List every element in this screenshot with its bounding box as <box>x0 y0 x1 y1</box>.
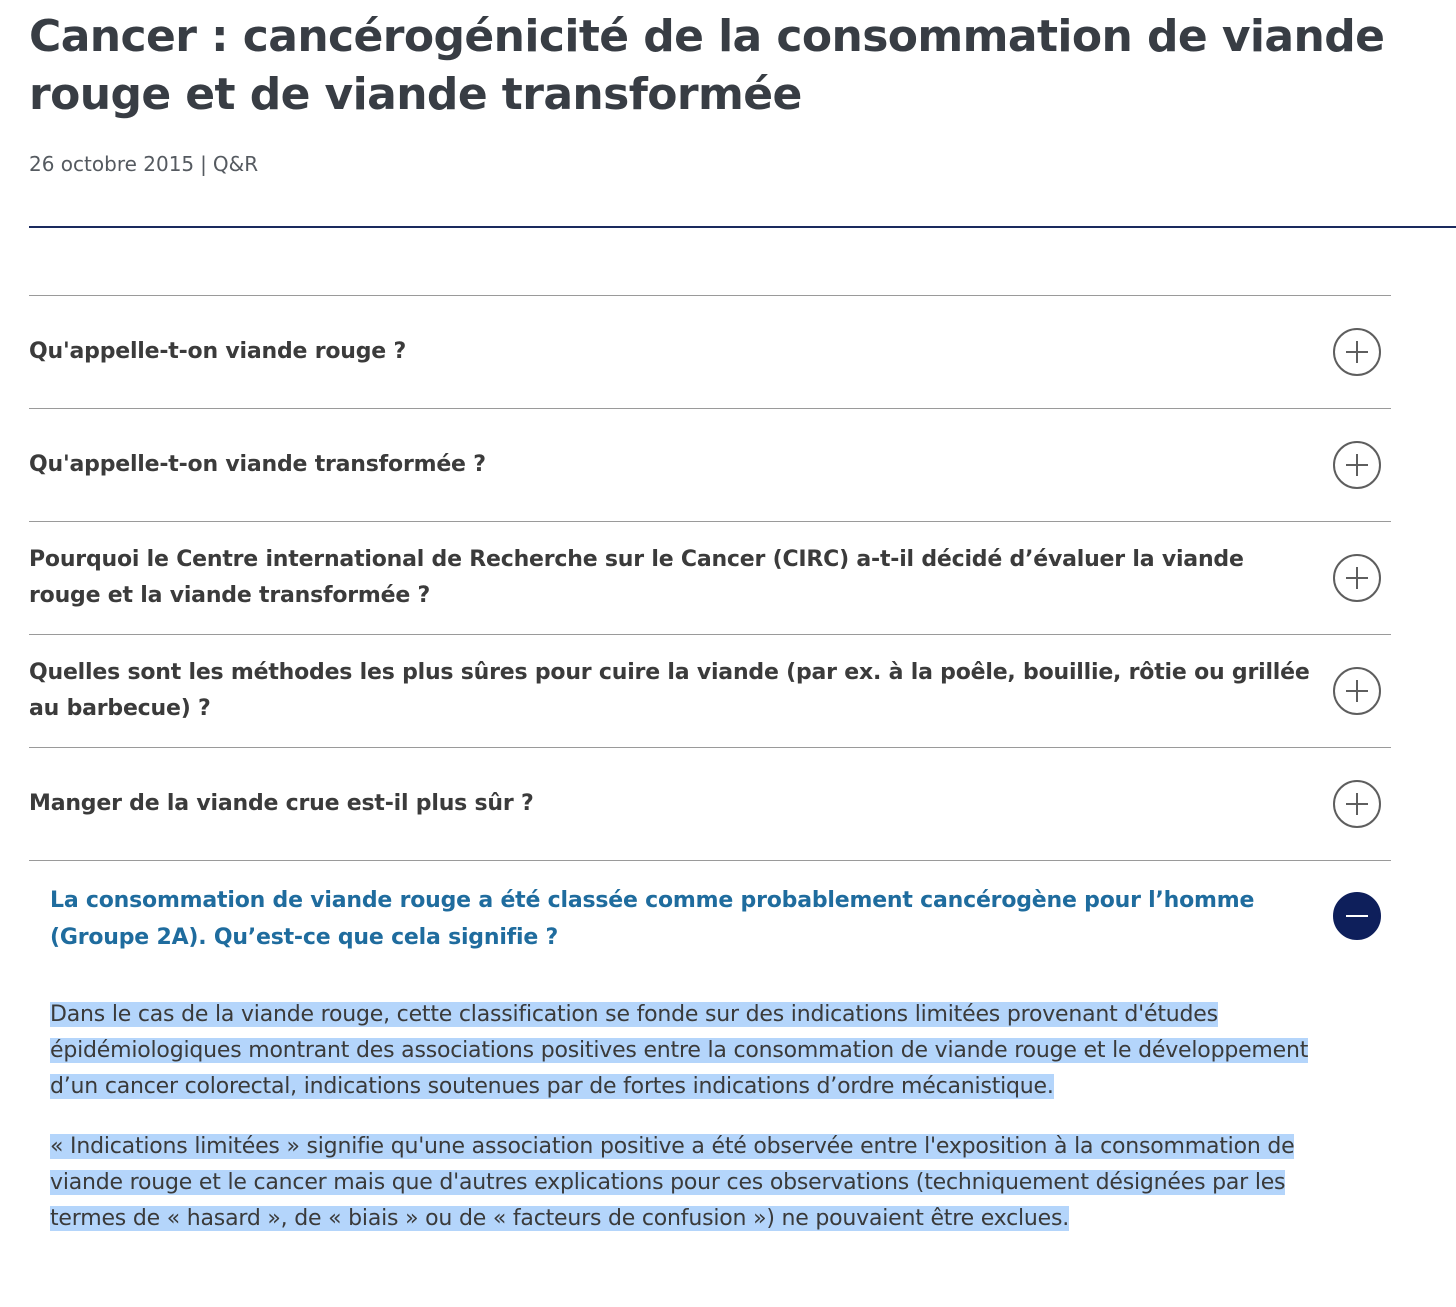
faq-item[interactable] <box>29 522 1391 635</box>
faq-item[interactable] <box>29 296 1391 409</box>
publish-date: 26 octobre 2015 <box>29 152 195 176</box>
plus-circle-icon[interactable] <box>1333 328 1381 376</box>
answer-paragraph <box>50 997 1310 1105</box>
page-title: Cancer : cancérogénicité de la consommation de viande rouge et de viande transformée <box>29 11 1385 120</box>
plus-circle-icon[interactable] <box>1333 780 1381 828</box>
plus-circle-icon[interactable] <box>1333 441 1381 489</box>
plus-circle-icon[interactable] <box>1333 554 1381 602</box>
header-divider <box>29 226 1456 228</box>
faq-question[interactable]: Manger de la viande crue est-il plus sûr ? <box>29 791 534 816</box>
meta-separator: | <box>200 152 207 176</box>
faq-question[interactable]: Qu'appelle-t-on viande rouge ? <box>29 339 407 364</box>
faq-item[interactable] <box>29 635 1391 748</box>
article-meta <box>29 150 258 178</box>
selected-text: Dans le cas de la viande rouge, cette classification se fonde sur des indications limitées provenant d'études épidémiologiques montrant des associations positives entre la consommation de viande rouge et le développement d’un cancer colorectal, indications soutenues par de fortes indications d’ordre mécanistique. <box>50 1002 1309 1099</box>
content-type: Q&R <box>212 152 259 176</box>
faq-item[interactable] <box>29 409 1391 522</box>
faq-question[interactable]: Quelles sont les méthodes les plus sûres pour cuire la viande (par ex. à la poêle, bouillie, rôtie ou grillée au barbecue) ? <box>29 660 1310 721</box>
faq-answer <box>50 997 1310 1261</box>
faq-question[interactable]: Pourquoi le Centre international de Recherche sur le Cancer (CIRC) a-t-il décidé d’évaluer la viande rouge et la viande transformée ? <box>29 547 1244 608</box>
plus-circle-icon[interactable] <box>1333 667 1381 715</box>
faq-item[interactable] <box>29 748 1391 861</box>
minus-circle-icon[interactable] <box>1333 892 1381 940</box>
answer-paragraph <box>50 1129 1310 1237</box>
faq-accordion <box>29 295 1391 1307</box>
selected-text: « Indications limitées » signifie qu'une association positive a été observée entre l'exposition à la consommation de viande rouge et le cancer mais que d'autres explications pour ces observations (techniquement désignées par les termes de « hasard », de « biais » ou de « facteurs de confusion ») ne pouvaient être exclues. <box>50 1134 1295 1231</box>
faq-question[interactable]: Qu'appelle-t-on viande transformée ? <box>29 452 486 477</box>
faq-item-expanded[interactable] <box>29 861 1391 1307</box>
faq-question-expanded[interactable]: La consommation de viande rouge a été classée comme probablement cancérogène pour l’homme (Groupe 2A). Qu’est-ce que cela signifie ? <box>50 888 1255 950</box>
